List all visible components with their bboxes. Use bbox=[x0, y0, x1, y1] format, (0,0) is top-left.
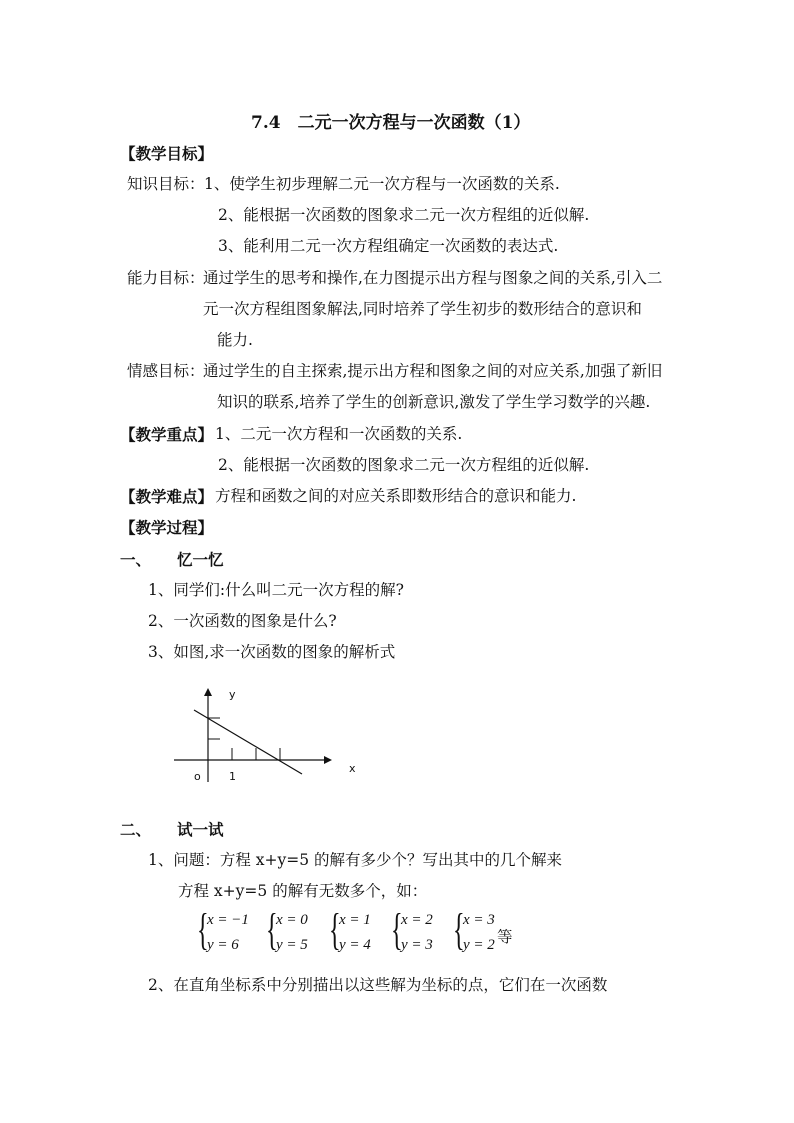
section-2-number: 二、 bbox=[120, 820, 152, 839]
section-2-question: 1、问题：方程 x+y=5 的解有多少个？写出其中的几个解来 bbox=[148, 851, 563, 869]
key-points-heading: 【教学重点】 bbox=[120, 425, 214, 444]
solution-y: y = 2 bbox=[463, 937, 495, 953]
section-2-title: 试一试 bbox=[177, 820, 224, 839]
section-1-item-1: 1、同学们:什么叫二元一次方程的解? bbox=[148, 581, 404, 599]
solution-y: y = 3 bbox=[401, 937, 433, 953]
brace: { bbox=[266, 905, 278, 954]
line-graph bbox=[168, 682, 368, 786]
y-axis-arrow bbox=[204, 688, 212, 696]
ability-line-3: 能力. bbox=[217, 331, 253, 349]
origin-label: o bbox=[194, 770, 201, 783]
key-point-1: 1、二元一次方程和一次函数的关系. bbox=[215, 425, 463, 443]
brace: { bbox=[453, 905, 465, 954]
key-point-2: 2、能根据一次函数的图象求二元一次方程组的近似解. bbox=[218, 456, 590, 474]
process-heading: 【教学过程】 bbox=[120, 518, 214, 537]
section-1-number: 一、 bbox=[120, 550, 152, 569]
section-2-answer: 方程 x+y=5 的解有无数多个，如： bbox=[178, 882, 428, 900]
emotion-line-1: 通过学生的自主探索,提示出方程和图象之间的对应关系,加强了新旧 bbox=[203, 362, 663, 380]
section-1-item-2: 2、一次函数的图象是什么? bbox=[148, 612, 337, 630]
x-axis-arrow bbox=[324, 756, 332, 764]
knowledge-item-3: 3、能利用二元一次方程组确定一次函数的表达式. bbox=[218, 237, 559, 255]
brace: { bbox=[329, 905, 341, 954]
x-axis-label: x bbox=[349, 762, 356, 775]
difficulty-text: 方程和函数之间的对应关系即数形结合的意识和能力. bbox=[215, 487, 577, 505]
ability-line-1: 通过学生的思考和操作,在力图提示出方程与图象之间的关系,引入二 bbox=[203, 269, 663, 287]
objectives-heading: 【教学目标】 bbox=[120, 144, 214, 163]
ability-label: 能力目标： bbox=[127, 269, 205, 287]
tick-label-1: 1 bbox=[229, 770, 236, 783]
y-axis-label: y bbox=[229, 688, 236, 701]
brace: { bbox=[197, 905, 209, 954]
emotion-line-2: 知识的联系,培养了学生的创新意识,激发了学生学习数学的兴趣. bbox=[217, 393, 651, 411]
solution-x: x = 0 bbox=[276, 912, 308, 928]
solution-x: x = 2 bbox=[401, 912, 433, 928]
knowledge-item-2: 2、能根据一次函数的图象求二元一次方程组的近似解. bbox=[218, 206, 590, 224]
section-1-title: 忆一忆 bbox=[177, 550, 224, 569]
solution-x: x = 1 bbox=[339, 912, 371, 928]
knowledge-label: 知识目标： bbox=[127, 175, 205, 193]
emotion-label: 情感目标： bbox=[127, 362, 205, 380]
function-line bbox=[194, 710, 302, 774]
ability-line-2: 元一次方程组图象解法,同时培养了学生初步的数形结合的意识和 bbox=[203, 300, 642, 318]
solution-y: y = 5 bbox=[276, 937, 308, 953]
brace: { bbox=[391, 905, 403, 954]
difficulty-heading: 【教学难点】 bbox=[120, 487, 214, 506]
section-1-item-3: 3、如图,求一次函数的图象的解析式 bbox=[148, 643, 396, 661]
solution-y: y = 6 bbox=[207, 937, 239, 953]
knowledge-item-1: 1、使学生初步理解二元一次方程与一次函数的关系. bbox=[204, 175, 560, 193]
solution-x: x = −1 bbox=[207, 912, 249, 928]
etc-text: 等 bbox=[497, 928, 513, 946]
solution-x: x = 3 bbox=[463, 912, 495, 928]
page-title: 7.4 二元一次方程与一次函数（1） bbox=[251, 113, 531, 133]
solution-y: y = 4 bbox=[339, 937, 371, 953]
section-2-item-2: 2、在直角坐标系中分别描出以这些解为坐标的点，它们在一次函数 bbox=[148, 976, 608, 994]
